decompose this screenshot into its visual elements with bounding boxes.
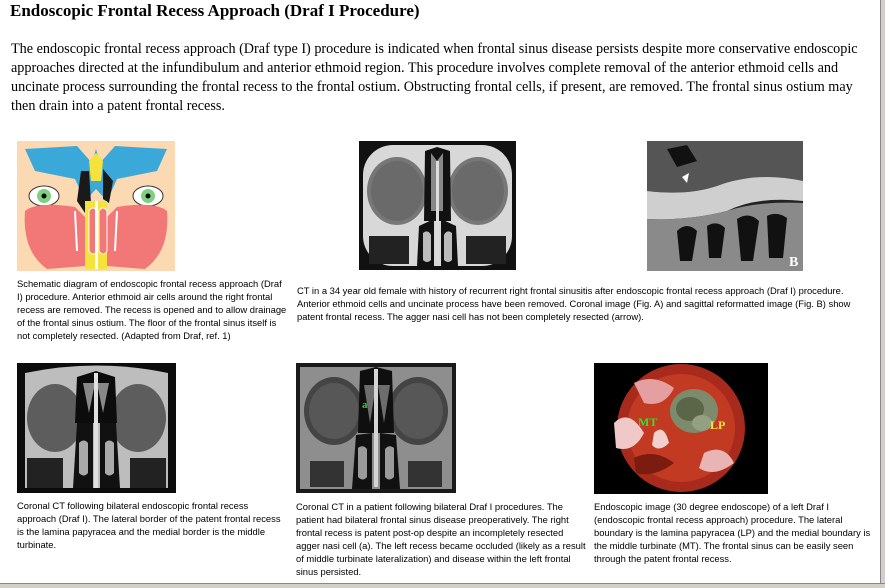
intro-paragraph: The endoscopic frontal recess approach (Draf type I) procedure is indicated when frontal sinus disease persists despite more conservative endoscopic approaches directed at the infundibulum and anterior ethmoid region. This procedure involves complete removal of the anterior ethmoid cells and uncinate process surrounding the frontal recess to the frontal ostium. Obstructing frontal cells, if present, are removed. The frontal sinus ostium may then drain into a patent frontal recess. — [11, 41, 858, 114]
figure-label-b: B — [789, 255, 799, 270]
coronal-bilateral-caption: Coronal CT following bilateral endoscopic frontal recess approach (Draf I). The lateral border of the patent frontal recess is the lamina papyracea and the medial border is the middle turbinate. — [17, 500, 281, 550]
figure-label-a: a — [362, 399, 368, 411]
schematic-caption: Schematic diagram of endoscopic frontal recess approach (Draf I) procedure. Anterior ethmoid air cells around the right frontal recess are removed. The recess is opened and to allow drainage of the frontal sinus ostium. The floor of the frontal sinus itself is not completely resected. (Adapted from Draf, ref. 1) — [17, 278, 287, 341]
label-lp: LP — [710, 418, 726, 432]
window-bottom-edge — [0, 583, 885, 588]
sagittal-ct-image-b — [647, 141, 803, 271]
schematic-diagram-image — [17, 141, 175, 271]
coronal-agger-caption: Coronal CT in a patient following bilateral Draf I procedures. The patient had bilateral frontal sinus disease preoperatively. The right frontal recess is patent post-op despite an incompletely resected agger nasi cell (a). The left recess became occluded (likely as a result of middle turbinate lateralization) and disease within the left frontal sinus persisted. — [296, 501, 586, 577]
coronal-ct-bilateral-image — [17, 363, 176, 493]
coronal-ct-agger-image — [296, 363, 456, 493]
label-mt: MT — [638, 415, 658, 429]
endoscopic-image — [594, 363, 768, 494]
ct-pair-caption: CT in a 34 year old female with history of recurrent right frontal sinusitis after endoscopic frontal recess approach (Draf I) procedure. Anterior ethmoid cells and uncinate process have been removed. Coronal image (Fig. A) and sagittal reformatted image (Fig. B) show patent frontal recess. The agger nasi cell has not been completely resected (arrow). — [297, 285, 851, 322]
window-scrollbar-edge[interactable] — [880, 0, 885, 588]
coronal-ct-image-a — [359, 141, 516, 270]
page-title: Endoscopic Frontal Recess Approach (Draf I Procedure) — [10, 1, 420, 20]
endoscopic-caption: Endoscopic image (30 degree endoscope) of a left Draf I (endoscopic frontal recess approach) procedure. The lateral boundary is the lamina papyracea (LP) and the medial boundary is the middle turbinate (MT). The frontal sinus can be easily seen through the patent frontal recess. — [594, 501, 871, 564]
